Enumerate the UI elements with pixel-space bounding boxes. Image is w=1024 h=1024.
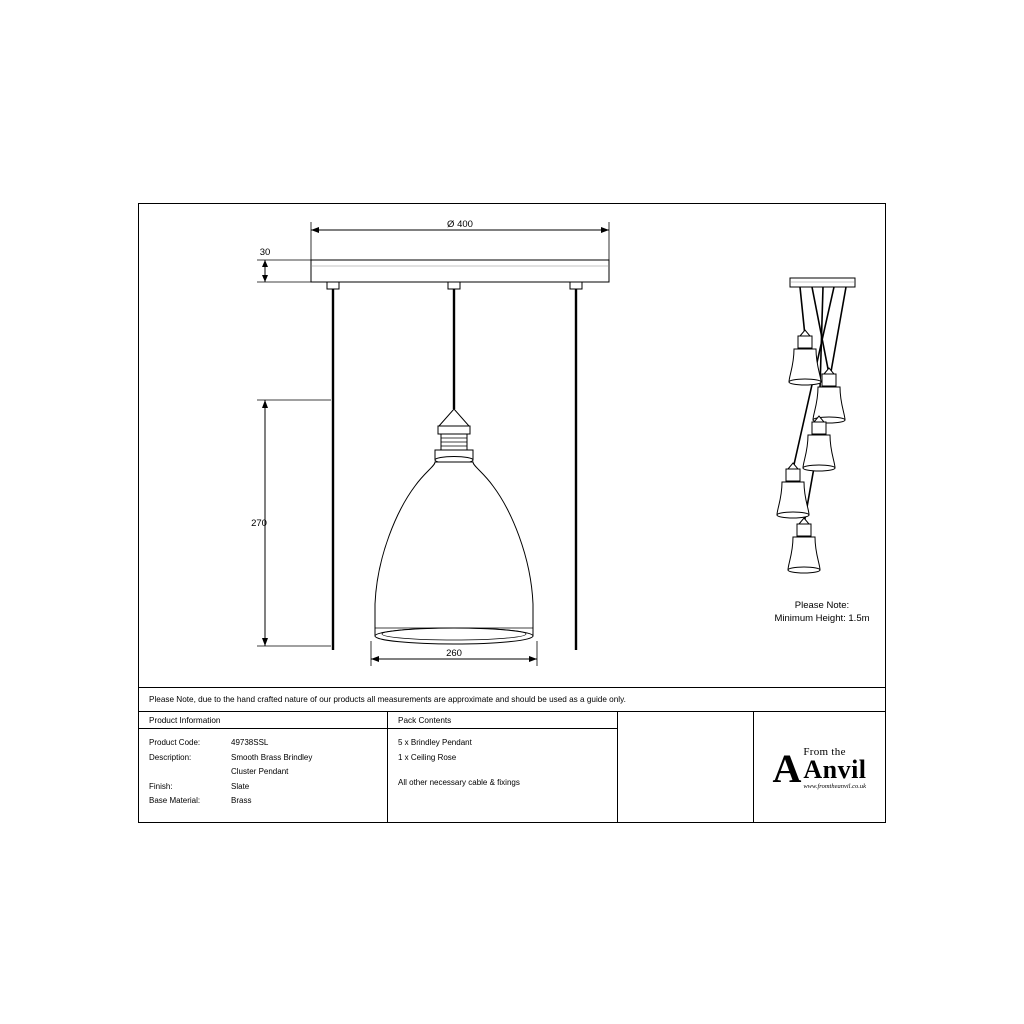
dim-label-270: 270 xyxy=(251,518,267,529)
cluster-note-line-1: Please Note: xyxy=(794,600,850,611)
cluster-perspective-view xyxy=(777,278,855,573)
finish-row xyxy=(149,780,387,795)
product-drawing-svg xyxy=(139,204,885,687)
logo-from-the: From the xyxy=(803,746,846,759)
base-material-row xyxy=(149,794,387,809)
measurement-note-text: Please Note, due to the hand crafted nature of our products all measurements are approximate and should be used as a guide only. xyxy=(149,695,626,704)
finish-label: Finish: xyxy=(149,781,173,791)
dim-label-diameter: Ø 400 xyxy=(447,219,473,230)
product-code-row xyxy=(149,736,387,751)
pack-contents-line-3: All other necessary cable & fixings xyxy=(398,778,520,787)
product-code-label: Product Code: xyxy=(149,738,201,747)
product-information-body xyxy=(139,729,387,809)
technical-drawing-sheet xyxy=(138,203,886,823)
brand-logo xyxy=(754,712,885,822)
brand-logo-cell xyxy=(754,712,885,822)
empty-column xyxy=(618,712,754,822)
information-table xyxy=(139,712,885,822)
description-value-line-2: Cluster Pendant xyxy=(231,767,289,776)
pack-contents-column xyxy=(388,712,618,822)
base-material-value: Brass xyxy=(231,796,252,805)
logo-anvil-wordmark: Anvil xyxy=(803,754,867,784)
pack-contents-spacer xyxy=(398,765,617,776)
dim-label-260: 260 xyxy=(446,648,462,659)
description-label-spacer xyxy=(149,765,231,780)
pack-contents-line-1: 5 x Brindley Pendant xyxy=(398,738,472,747)
description-label: Description: xyxy=(149,752,192,762)
product-information-header: Product Information xyxy=(139,712,387,729)
measurement-note-row xyxy=(139,687,885,712)
cluster-note-line-2: Minimum Height: 1.5m xyxy=(774,613,870,624)
product-code-value: 49738SSL xyxy=(231,738,269,747)
base-material-label: Base Material: xyxy=(149,796,201,805)
product-information-column xyxy=(139,712,388,822)
description-row xyxy=(149,751,387,766)
drawing-area xyxy=(139,204,885,687)
pack-contents-line-2: 1 x Ceiling Rose xyxy=(398,752,457,762)
dim-label-30: 30 xyxy=(259,247,271,258)
pack-contents-body xyxy=(388,729,617,791)
logo-website-url: www.fromtheanvil.co.uk xyxy=(803,783,866,791)
description-row-continued xyxy=(149,765,387,780)
finish-value: Slate xyxy=(231,781,250,791)
description-value-line-1: Smooth Brass Brindley xyxy=(231,752,313,762)
pack-contents-header: Pack Contents xyxy=(388,712,617,729)
anvil-letter-a: A xyxy=(772,746,802,791)
